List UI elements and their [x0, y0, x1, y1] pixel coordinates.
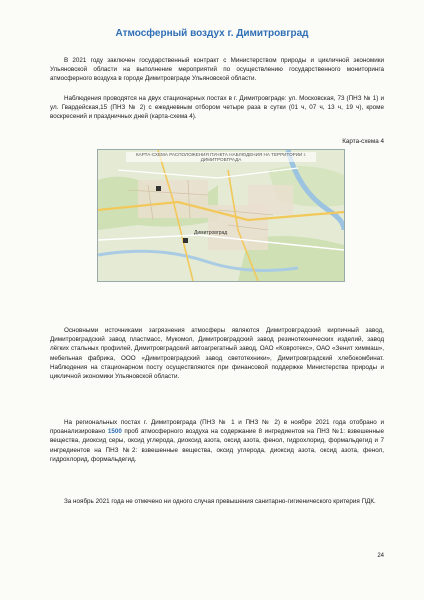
- paragraph-conclusion: [50, 497, 384, 506]
- page-title: Атмосферный воздух г. Димитровград: [115, 28, 309, 39]
- paragraph-contract: [50, 56, 384, 84]
- paragraph-conclusion-text: За ноябрь 2021 года не отмечено ни одного случая превышения санитарно-гигиенического критерия ПДК.: [64, 498, 376, 505]
- paragraph-observations-text: Наблюдения проводятся на двух стационарных постах в г. Димитровграде: ул. Московская, 73 (ПНЗ № 1) и ул. Гвардейская,15 (ПНЗ № 2) с ежедневным отбором четыре раза в сутки (01 ч, 07 ч, 13 ч, 19 ч), кроме воскресений и праздничных дней (карта-схема 4).: [50, 95, 384, 121]
- paragraph-observations: [50, 94, 384, 122]
- paragraph-samples-before: На региональных постах г. Димитровграда (ПНЗ № 1 и ПНЗ № 2) в ноябре 2021 года отобрано и проанализировано: [50, 419, 384, 436]
- paragraph-sources-text: Основными источниками загрязнения атмосферы являются Димитровградский кирпичный завод, Димитровградский завод пластмасс, Мукомол, Димитровградский завод резинотехнических изделий, завод лёгких стальных профилей, Димитровградский автоагрегатный завод, ОАО «Ковротекс», ОАО «Зенит химмаш», мебельная фабрика, ООО «Димитровградский завод светотехники», Димитровградский хлебокомбинат. Наблюдения на стационарном посту осуществляются при финансовой поддержке Министерства природы и цикличной экономики Ульяновской области.: [50, 327, 384, 381]
- map-city-label: Димитровград: [194, 230, 228, 236]
- map-graphic: [98, 150, 344, 281]
- paragraph-samples-after: проб атмосферного воздуха на содержание 8 ингредиентов на ПНЗ №1: взвешенные вещества, диоксид серы, оксид углерода, диоксид азота, оксид азота, фенол, гидрохлорид, формальдегид и 7 ингредиентов на ПНЗ №2: взвешенные вещества, оксид углерода, диоксид азота, оксид азота, фенол, гидрохлорид, формальдегид.: [50, 428, 384, 463]
- paragraph-contract-text: В 2021 году заключен государственный контракт с Министерством природы и цикличной экономики Ульяновской области на выполнение мероприятий по осуществлению государственного мониторинга атмосферного воздуха в городе Димитровграде Ульяновской области.: [50, 57, 384, 83]
- paragraph-samples: [50, 418, 384, 464]
- map-caption: Карта-схема 4: [342, 138, 384, 145]
- map-title: КАРТА-СХЕМА РАСПОЛОЖЕНИЯ ПУНКТА НАБЛЮДЕНИЯ НА ТЕРРИТОРИИ г. ДИМИТРОВГРАДА: [126, 152, 316, 162]
- paragraph-sources: [50, 326, 384, 381]
- samples-count: 1500: [107, 428, 122, 436]
- city-map: [97, 149, 345, 282]
- page-number: 24: [377, 553, 384, 559]
